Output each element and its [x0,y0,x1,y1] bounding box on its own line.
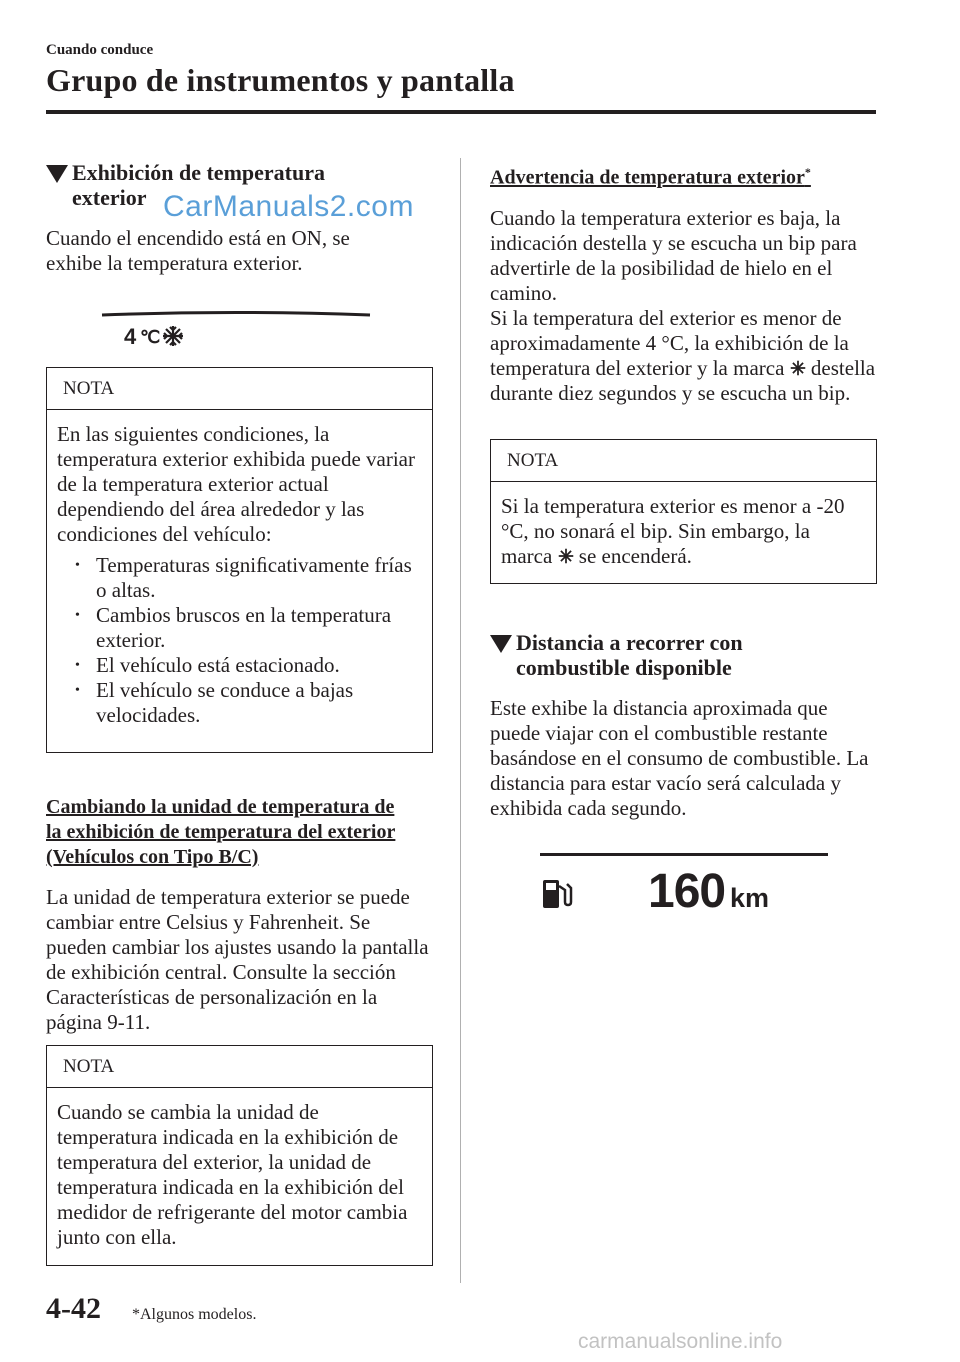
heading-line-1: Distancia a recorrer con [516,630,743,655]
snowflake-icon [790,360,806,376]
note-label: NOTA [47,368,432,410]
display-bezel-line [540,853,828,856]
display-bezel-line [100,306,372,318]
heading-line-1: Exhibición de temperatura [72,160,325,185]
unit-text: La unidad de temperatura exterior se puede cambiar entre Celsius y Fahrenheit. Se pueden cambiar los ajustes usando la pantalla de exhibición central. Consulte la sección Características de personalización en la página 9-11. [46,885,429,1034]
snowflake-icon [162,325,184,347]
page-title: Grupo de instrumentos y pantalla [46,62,515,98]
footnote: *Algunos modelos. [132,1306,257,1323]
unit-section [46,795,429,1035]
temp-unit: ℃ [140,327,161,347]
temp-intro: Cuando el encendido está en ON, se exhibe la temperatura exterior. [46,226,350,275]
heading-line-2: combustible disponible [516,655,732,680]
triangle-bullet-icon [46,165,68,183]
footnote-marker: * [804,165,811,179]
note-box [46,1045,433,1266]
note-box [490,439,877,584]
note-text-a: Si la temperatura exterior es menor a -20 °C, no sonará el bip. Sin embargo, la marca [501,494,845,568]
triangle-bullet-icon [490,635,512,653]
list-item: • Cambios bruscos en la temperatura exterior. [57,603,422,653]
list-item: • El vehículo se conduce a bajas velocidades. [57,678,422,728]
note-bullet-list [57,553,422,728]
unit-heading: Cambiando la unidad de temperatura de la exhibición de temperatura del exterior (Vehículos con Tipo B/C) [46,796,396,868]
distance-section [490,630,878,821]
note-text-b: se encenderá. [578,544,692,568]
site-watermark: carmanualsonline.info [578,1330,783,1353]
distance-text: Este exhibe la distancia aproximada que puede viajar con el combustible restante basándose en el consumo de combustible. La distancia para estar vacío será calculada y exhibida cada segundo. [490,696,869,820]
distance-unit: km [730,883,770,913]
snowflake-icon [558,548,574,564]
distance-value: 160 [648,865,726,918]
warning-text-1: Cuando la temperatura exterior es baja, la indicación destella y se escucha un bip para advertirle de la posibilidad de hielo en el camino. [490,205,857,305]
warning-text-2a: Si la temperatura del exterior es menor de aproximadamente 4 °C, la exhibición de la temperatura del exterior y la marca [490,305,849,380]
note-label: NOTA [491,440,876,482]
list-item: • El vehículo está estacionado. [57,653,422,678]
warning-text-2 [490,306,880,406]
warning-heading-text: Advertencia de temperatura exterior [490,166,805,189]
header-rule [46,110,876,114]
watermark: CarManuals2.com [163,190,414,223]
distance-display-figure [540,853,830,923]
warning-heading [490,160,878,191]
page-number: 4-42 [46,1292,101,1325]
list-item: • Temperaturas signiﬁcativamente frías o altas. [57,553,422,603]
note-body [47,410,432,740]
note-box [46,367,433,753]
note-text: En las siguientes condiciones, la temperatura exterior exhibida puede variar de la temperatura exterior actual dependiendo del área alrededor y las condiciones del vehículo: [57,422,415,546]
warning-text-2b: destella durante diez segundos y se escucha un bip. [490,355,876,405]
temp-value: 4 [124,324,137,349]
note-text: Cuando se cambia la unidad de temperatura indicada en la exhibición de temperatura del exterior, la unidad de temperatura indicada en la exhibición del medidor de refrigerante del motor cambia junto con ella. [57,1100,408,1249]
temp-display-figure [100,305,372,355]
heading-line-2: exterior [72,185,147,210]
heading-distance [490,630,878,680]
column-divider [460,158,461,1283]
note-label: NOTA [47,1046,432,1088]
section-label: Cuando conduce [46,42,154,58]
right-column [490,160,878,406]
fuel-pump-icon [540,876,574,912]
note-text [491,482,876,581]
